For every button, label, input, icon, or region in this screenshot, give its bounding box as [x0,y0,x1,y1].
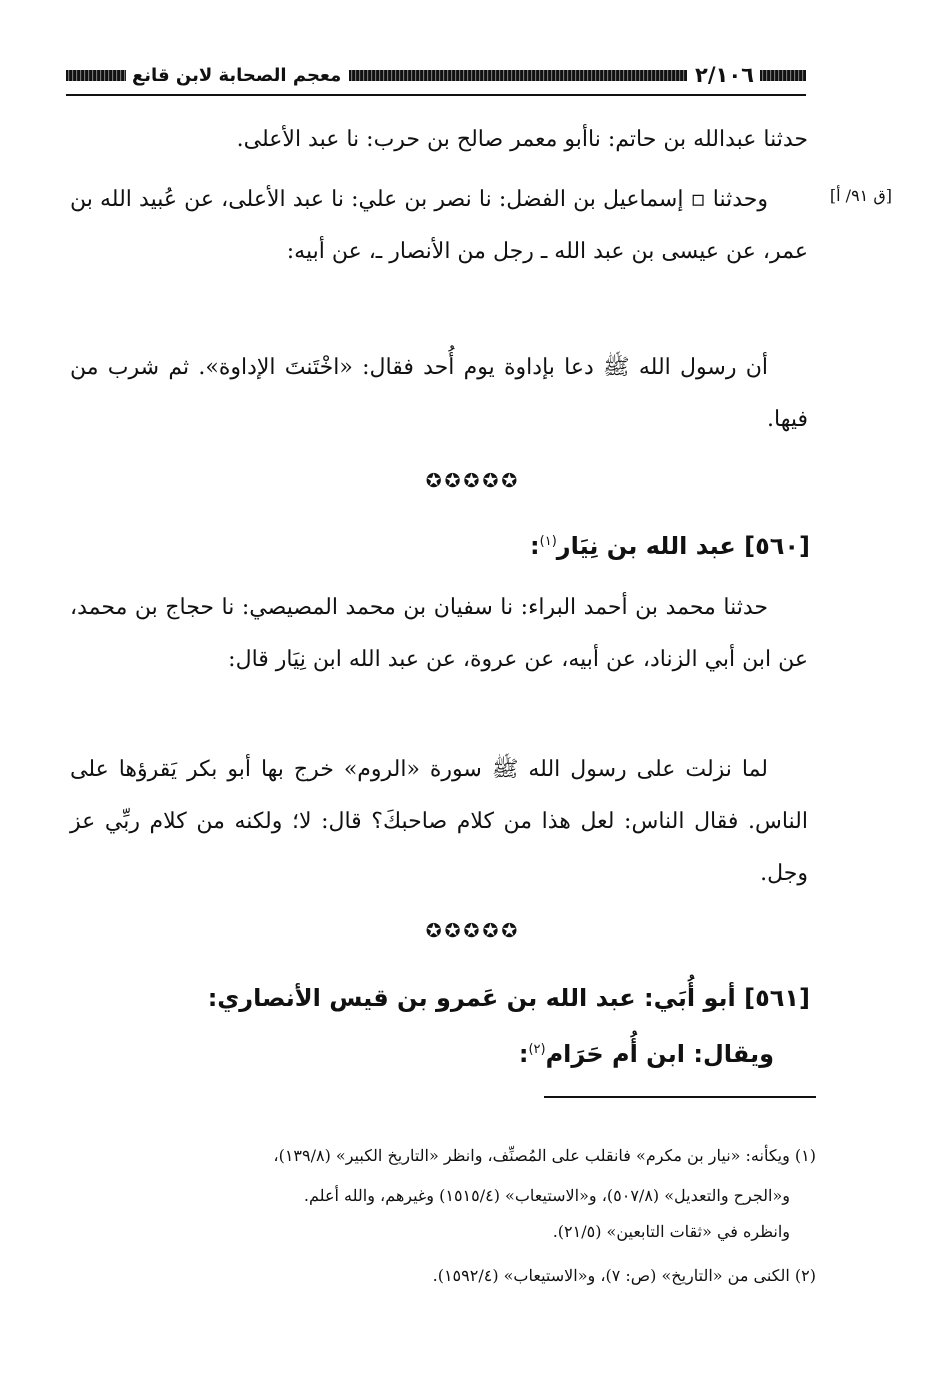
paragraph-isnad-3: حدثنا محمد بن أحمد البراء: نا سفيان بن محمد المصيصي: نا حجاج بن محمد، عن ابن أبي الزناد، عن أبيه، عن عروة، عن عبد الله ابن نِيَار قال: [70,595,808,672]
footnote-ref-1: (١) [539,534,557,549]
paragraph-hadith-2: لما نزلت على رسول الله ﷺ سورة «الروم» خرج بها أبو بكر يَقرؤها على الناس. فقال الناس: لعل هذا من كلام صاحبكَ؟ قال: لا؛ ولكنه من كلام ربِّي عز وجل. [70,757,808,886]
header-rule [66,94,806,96]
entry-560-title: [٥٦٠] عبد الله بن نِيَار [556,532,810,560]
running-header [66,60,806,90]
entry-heading-561: [٥٦١] أبو أُبَي: عبد الله بن عَمرو بن قيس الأنصاري: [207,984,810,1012]
footnote-1-line-1: (١) ويكأنه: «نيار بن مكرم» فانقلب على المُصنِّف، وانظر «التاريخ الكبير» (١٣٩/٨)، [273,1146,816,1165]
entry-560-colon: : [530,532,540,560]
section-separator: ✪✪✪✪✪ [425,920,521,942]
header-ornament-right [760,70,806,81]
footnote-ref-2: (٢) [528,1042,546,1057]
footnote-1-line-2: و«الجرح والتعديل» (٥٠٧/٨)، و«الاستيعاب» (١٥١٥/٤) وغيرهم، والله أعلم. [303,1186,790,1205]
header-ornament-left [66,70,126,81]
entry-561-colon: : [518,1040,529,1068]
footnote-2: (٢) الكنى من «التاريخ» (ص: ٧)، و«الاستيعاب» (١٥٩٢/٤). [432,1266,816,1285]
section-separator: ✪✪✪✪✪ [425,470,521,492]
manuscript-margin-note: [ق ٩١/ أ] [829,186,892,205]
entry-heading-560 [530,520,810,568]
footnote-separator [544,1096,816,1098]
entry-561-alt-name [519,1028,774,1076]
entry-561-alt-text: ويقال: ابن أُم حَرَام [545,1040,774,1068]
paragraph-hadith-1: أن رسول الله ﷺ دعا بإداوة يوم أُحد فقال: «اخْتَنتَ الإداوة». ثم شرب من فيها. [70,355,808,432]
paragraph-isnad-2: وحدثنا ▫ إسماعيل بن الفضل: نا نصر بن علي: نا عبد الأعلى، عن عُبيد الله بن عمر، عن عيسى بن عبد الله ـ رجل من الأنصار ـ، عن أبيه: [70,187,808,264]
paragraph-isnad-1: حدثنا عبدالله بن حاتم: ناأبو معمر صالح بن حرب: نا عبد الأعلى. [236,127,808,152]
footnote-1-line-3: وانظره في «ثقات التابعين» (٢١/٥). [552,1222,790,1241]
running-title: معجم الصحابة لابن قانع [132,64,342,86]
page-number: ٢/١٠٦ [695,63,754,87]
header-ornament-middle [349,70,687,81]
